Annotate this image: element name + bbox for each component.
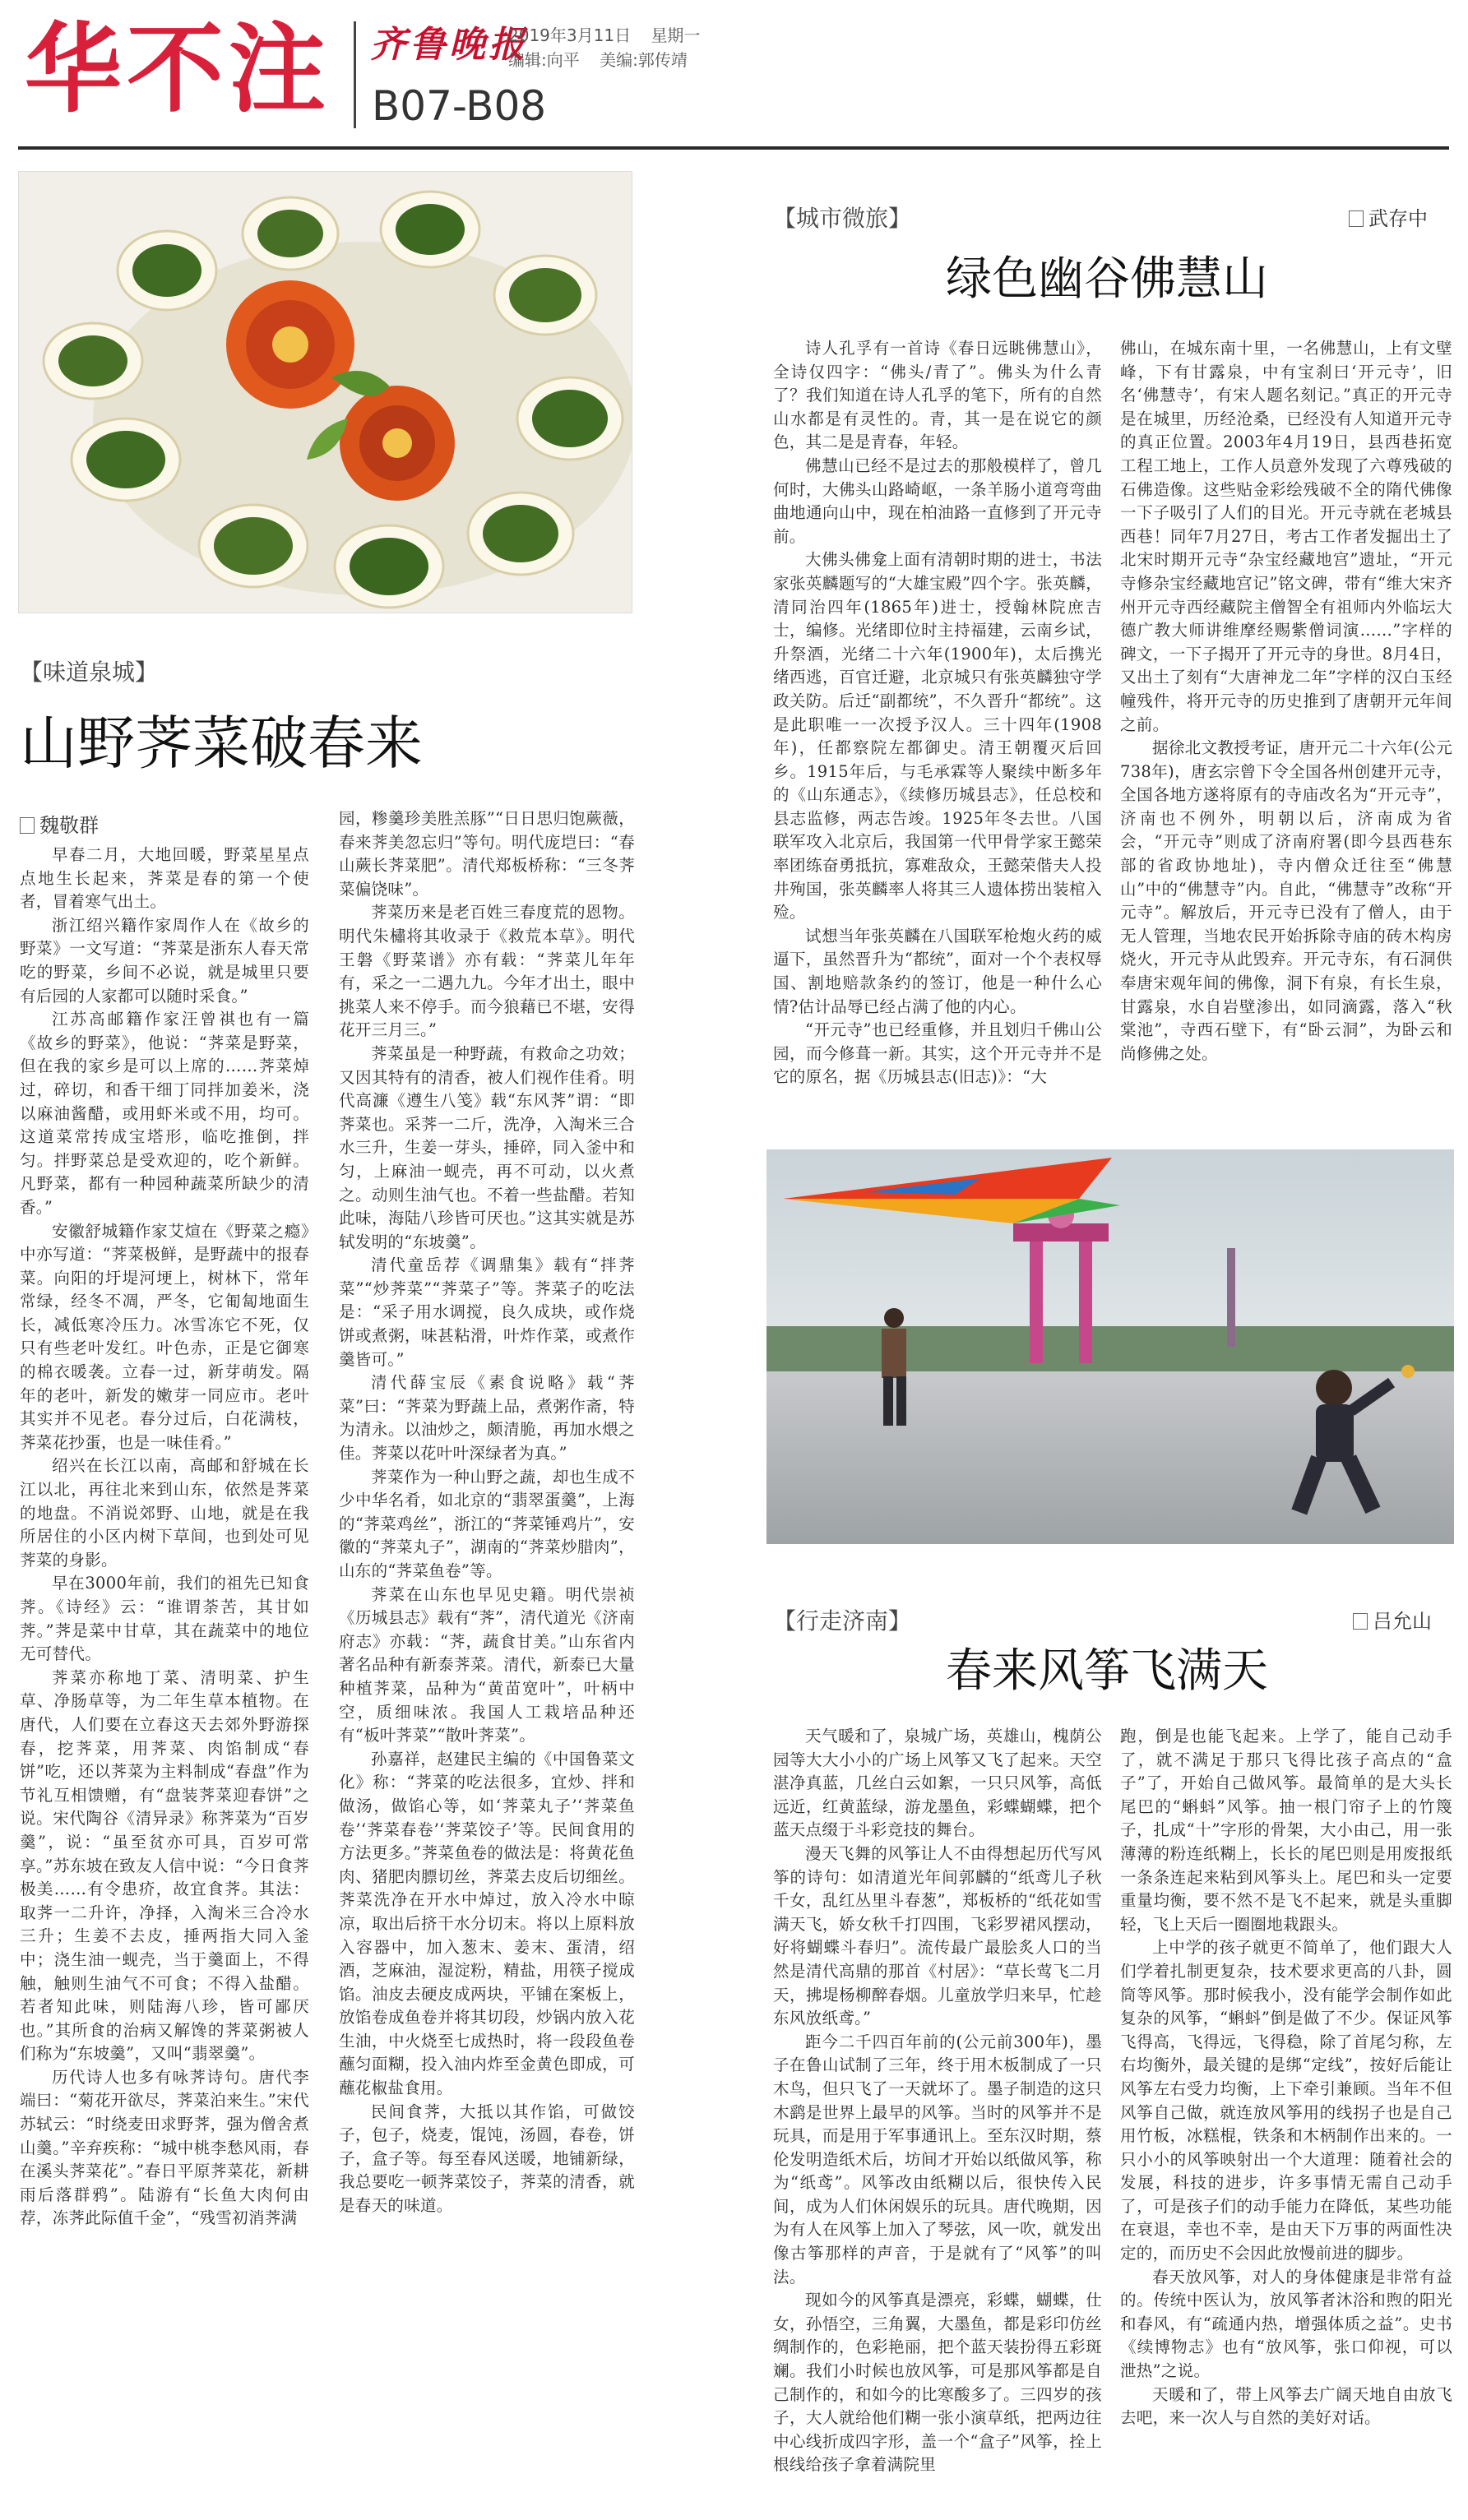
- paragraph: 上中学的孩子就更不简单了，他们跟大人们学着扎制更复杂，技术要求更高的八卦，圆筒等风筝。那时候我小，没有能学会制作如此复杂的风筝，“蝌蚪”倒是做了不少。保证风筝飞得高，飞得远，飞得稳，除了首尾匀称，左右均衡外，最关键的是绑“定线”，按好后能让风筝左右受力均衡，上下牵引兼顾。当年不但风筝自己做，就连放风筝用的线拐子也是自己用竹板，冰糕棍，铁条和木柄制作出来的。一只小小的风筝映射出一个大道理：随着社会的发展，科技的进步，许多事情无需自己动手了，可是孩子们的动手能力在降低，某些功能在衰退，幸也不幸，是由天下万事的两面性决定的，而历史不会因此放慢前进的脚步。: [1120, 1938, 1452, 2263]
- paragraph: 早在3000年前，我们的祖先已知食荠。《诗经》云：“谁谓荼苦，其甘如荠。”荠是菜中甘草，其在蔬菜中的地位无可替代。: [20, 1574, 309, 1664]
- paragraph: 历代诗人也多有咏荠诗句。唐代李端曰：“菊花开欲尽，荠菜泊来生。”宋代苏轼云：“时绕麦田求野荠，强为僧舍煮山羹。”辛弃疾称：“城中桃李愁风雨，春在溪头荠菜花”。”春日平原荠菜花，新耕雨后落群鸦”。陆游有“长鱼大肉何由荐，冻荠此际值千金”，“残雪初消荠满: [20, 2067, 309, 2228]
- section-title: 华不注: [25, 12, 331, 126]
- newspaper-logo: 齐鲁晚报: [370, 24, 528, 66]
- paragraph: 清代童岳荐《调鼎集》载有“拌荠菜”“炒荠菜”“荠菜子”等。荠菜子的吃法是：“采子用水调搅，良久成块，或作烧饼或煮粥，味甚粘滑，叶炸作菜，或煮作羹皆可。”: [339, 1255, 635, 1369]
- paragraph: 民间食荠，大抵以其作馅，可做饺子，包子，烧麦，馄饨，汤圆，春卷，饼子，盒子等。每至春风送暖，地铺新绿，我总要吃一顿荠菜饺子，荠菜的清香，就是春天的味道。: [339, 2102, 635, 2216]
- paragraph: 现如今的风筝真是漂亮，彩蝶，蝴蝶，仕女，孙悟空，三角翼，大墨鱼，都是彩印仿丝绸制作的，色彩艳丽，把个蓝天装扮得五彩斑斓。我们小时候也放风筝，可是那风筝都是自己制作的，和如今的比寒酸多了。三四岁的孩子，大人就给他们糊一张小演草纸，把两边往中心线折成四字形，盖一个“盒子”风筝，拴上根线给孩子拿着满院里: [773, 2291, 1102, 2475]
- article2-column-2: [1120, 337, 1452, 1126]
- paragraph: 佛山，在城东南十里，一名佛慧山，上有文壁峰，下有甘露泉，中有宝刹曰‘开元寺’，旧名‘佛慧寺’，有宋人题名刻记。”真正的开元寺是在城里，历经沧桑，已经没有人知道开元寺的真正位置。2003年4月19日，县西巷拓宽工程工地上，工作人员意外发现了六尊残破的石佛造像。这些贴金彩绘残破不全的隋代佛像一下子吸引了人们的目光。开元寺就在老城县西巷！同年7月27日，考古工作者发掘出土了北宋时期开元寺“杂宝经藏地宫”遗址，“开元寺修杂宝经藏地宫记”铭文碑，带有“维大宋齐州开元寺西经藏院主僧智全有祖师内外临坛大德广教大师讲维摩经赐紫僧词演……”字样的碑文，一下子揭开了开元寺的身世。8月4日，又出土了刻有“大唐神龙二年”字样的汉白玉经幢残件，将开元寺的历史推到了唐朝开元年间之前。: [1120, 339, 1452, 734]
- paragraph: 试想当年张英麟在八国联军枪炮火药的威逼下，虽然晋升为“都统”，面对一个个表权辱国、割地赔款条约的签订，他是一种什么心情?估计品辱已经占满了他的内心。: [773, 926, 1102, 1016]
- article1-column-2: [339, 807, 635, 2501]
- paragraph: 绍兴在长江以南，高邮和舒城在长江以北，再往北来到山东，依然是荠菜的地盘。不消说郊野、山地，就是在我所居住的小区内树下草间，也到处可见荠菜的身影。: [20, 1456, 309, 1570]
- page-numbers: B07-B08: [372, 82, 547, 130]
- header-rule: [18, 146, 1449, 150]
- article3-author: 吕允山: [1353, 1605, 1432, 1634]
- issue-meta: [508, 23, 715, 72]
- article2-author: 武存中: [1349, 202, 1428, 231]
- article1-author: 魏敬群: [20, 809, 99, 838]
- article3-column-1: [773, 1725, 1102, 2506]
- article1-kicker: 【味道泉城】: [20, 659, 159, 686]
- article3-kicker: 【行走济南】: [773, 1607, 912, 1635]
- paragraph: 荠菜作为一种山野之蔬，却也生成不少中华名肴，如北京的“翡翠蛋羹”，上海的“荠菜鸡丝”，浙江的“荠菜锤鸡片”，安徽的“荠菜丸子”，湖南的“荠菜炒腊肉”，山东的“荠菜鱼卷”等。: [339, 1467, 635, 1580]
- paragraph: 据徐北文教授考证，唐开元二十六年(公元738年)，唐玄宗曾下令全国各州创建开元寺，全国各地方遂将原有的寺庙改名为“开元寺”，济南也不例外，明朝以后，济南成为省会，“开元寺”则成了济南府署(即今县西巷东部的省政协地址)，寺内僧众迁往至“佛慧山”中的“佛慧寺”内。自此，“佛慧寺”改称“开元寺”。解放后，开元寺已没有了僧人，由于无人管理，当地农民开始拆除寺庙的砖木构房烧火，开元寺从此毁弃。开元寺东，有石洞供奉唐宋观年间的佛像，洞下有泉，有长生泉，甘露泉，水自岩壁渗出，如同滴露，落入“秋棠池”，寺西石壁下，有“卧云洞”，为卧云和尚修佛之处。: [1120, 738, 1452, 1063]
- article2-title: 绿色幽谷佛慧山: [946, 252, 1268, 306]
- paragraph: 浙江绍兴籍作家周作人在《故乡的野菜》一文写道：“荠菜是浙东人春天常吃的野菜，乡间不必说，就是城里只要有后园的人家都可以随时采食。”: [20, 915, 309, 1006]
- paragraph: 荠菜历来是老百姓三春度荒的恩物。明代朱橚将其收录于《救荒本草》。明代王磐《野菜谱》亦有载：“荠菜儿年年有，采之一二遇九九。今年才出土，眼中挑菜人来不停手。而今狼藉已不堪，安得花开三月三。”: [339, 903, 635, 1040]
- editor-credit: 编辑:向平: [508, 50, 580, 70]
- paragraph: 园，糁羹珍美胜羔豚”“日日思归饱蕨薇，春来荠美忽忘归”等句。明代庞垲曰：“春山蕨长荠菜肥”。清代郑板桥称：“三冬荠菜偏饶味”。: [339, 809, 635, 899]
- masthead-divider: [354, 21, 356, 128]
- kite-flying-square-photo: [766, 1149, 1454, 1544]
- paragraph: “开元寺”也已经重修，并且划归千佛山公园，而今修葺一新。其实，这个开元寺并不是它的原名，据《历城县志(旧志)》：“大: [773, 1020, 1102, 1087]
- article1-title: 山野荠菜破春来: [20, 710, 423, 777]
- paragraph: 大佛头佛龛上面有清朝时期的进士，书法家张英麟题写的“大雄宝殿”四个字。张英麟，清同治四年(1865年)进士，授翰林院庶吉士，编修。光绪即位时主持福建，云南乡试，升祭酒，光绪二十六年(1900年)，太后携光绪西逃，百官迁避，北京城只有张英麟独守学政关防。后迁“副都统”，不久晋升“都统”。这是此职唯一一次授予汉人。三十四年(1908年)，任都察院左都御史。清王朝覆灭后回乡。1915年后，与毛承霖等人聚续中断多年的《山东通志》，《续修历城县志》，任总校和县志监修，两志告竣。1925年冬去世。八国联军攻入北京后，我国第一代甲骨学家王懿荣率团练奋勇抵抗，寡难敌众，王懿荣偕夫人投井殉国，张英麟率人将其三人遗体捞出装棺入殓。: [773, 550, 1102, 922]
- article2-column-1: [773, 337, 1102, 1126]
- kite-illustration: [766, 1149, 1454, 1544]
- shepherds-purse-dish-photo: [18, 171, 632, 613]
- paragraph: 距今二千四百年前的(公元前300年)，墨子在鲁山试制了三年，终于用木板制成了一只木鸟，但只飞了一天就坏了。墨子制造的这只木鹞是世界上最早的风筝。当时的风筝并不是玩具，而是用于军事通讯上。至东汉时期，蔡伦发明造纸术后，坊间才开始以纸做风筝，称为“纸鸢”。风筝改由纸糊以后，很快传入民间，成为人们休闲娱乐的玩具。唐代晚期，因为有人在风筝上加入了琴弦，风一吹，就发出像古筝那样的声音，于是就有了“风筝”的叫法。: [773, 2032, 1102, 2286]
- food-illustration: [19, 172, 632, 613]
- paragraph: 佛慧山已经不是过去的那般模样了，曾几何时，大佛头山路崎岖，一条羊肠小道弯弯曲曲地通向山中，现在柏油路一直修到了开元寺前。: [773, 455, 1102, 546]
- paragraph: 清代薛宝辰《素食说略》载“荠菜”曰：“荠菜为野蔬上品，煮粥作斋，特为清永。以油炒之，颇清脆，再加水煨之佳。荠菜以花叶叶深绿者为真。”: [339, 1373, 635, 1463]
- paragraph: 安徽舒城籍作家艾煊在《野菜之瘾》中亦写道：“荠菜极鲜，是野蔬中的报春菜。向阳的圩堤河埂上，树林下，常年常绿，经冬不凋，严冬，它匍匐地面生长，减低寒冷压力。冰雪冻它不死，仅只有些老叶发红。叶色赤，正是它御寒的棉衣暖袭。立春一过，新芽萌发。隔年的老叶，新发的嫩芽一同应市。老叶其实并不见老。春分过后，白花满枝，荠菜花抄蛋，也是一味佳肴。”: [20, 1221, 309, 1452]
- article3-title: 春来风筝飞满天: [946, 1644, 1268, 1698]
- issue-weekday: 星期一: [651, 25, 701, 45]
- paragraph: 早春二月，大地回暖，野菜星星点点地生长起来，荠菜是春的第一个使者，冒着寒气出土。: [20, 845, 309, 912]
- article1-column-1: [20, 844, 309, 2500]
- issue-date: 2019年3月11日: [508, 25, 632, 45]
- paragraph: 跑，倒是也能飞起来。上学了，能自己动手了，就不满足于那只飞得比孩子高点的“盒子”了，开始自己做风筝。最简单的是大头长尾巴的“蝌蚪”风筝。抽一根门帘子上的竹篾子，扎成“十”字形的骨架，大小由己，用一张薄薄的粉连纸糊上，长长的尾巴则是用废报纸一条条连起来粘到风筝头上。尾巴和头一定要重量均衡，要不然不是飞不起来，就是头重脚轻，飞上天后一圈圈地栽跟头。: [1120, 1727, 1452, 1934]
- paragraph: 荠菜虽是一种野蔬，有救命之功效；又因其特有的清香，被人们视作佳肴。明代高濂《遵生八笺》载“东风荠”谓：“即荠菜也。采荠一二斤，洗净，入淘米三合水三升，生姜一芽头，捶碎，同入釜中和匀，上麻油一蚬壳，再不可动，以火煮之。动则生油气也。不着一些盐醋。若知此味，海陆八珍皆可厌也。”这其实就是苏轼发明的“东坡羹”。: [339, 1043, 635, 1251]
- paragraph: 天暖和了，带上风筝去广阔天地自由放飞去吧，来一次人与自然的美好对话。: [1120, 2384, 1452, 2428]
- designer-credit: 美编:郭传靖: [600, 50, 688, 70]
- paragraph: 春天放风筝，对人的身体健康是非常有益的。传统中医认为，放风筝者沐浴和煦的阳光和春风，有“疏通内热，增强体质之益”。史书《续博物志》也有“放风筝，张口仰视，可以泄热”之说。: [1120, 2267, 1452, 2381]
- paragraph: 荠菜亦称地丁菜、清明菜、护生草、净肠草等，为二年生草本植物。在唐代，人们要在立春这天去郊外野游探春，挖荠菜，用荠菜、肉馅制成“春饼”吃，还以荠菜为主料制成“春盘”作为节礼互相馈赠，有“盘装荠菜迎春饼”之说。宋代陶谷《清异录》称荠菜为“百岁羹”，说：“虽至贫亦可具，百岁可常享。”苏东坡在致友人信中说：“今日食荠极美……有令患疥，故宜食荠。其法：取荠一二升许，净择，入淘米三合冷水三升；生姜不去皮，捶两指大同入釜中；浇生油一蚬壳，当于羹面上，不得触，触则生油气不可食；不得入盐醋。若者知此味，则陆海八珍，皆可鄙厌也。”其所食的治病又解馋的荠菜粥被人们称为“东坡羹”，又叫“翡翠羹”。: [20, 1667, 309, 2064]
- article2-kicker: 【城市微旅】: [773, 205, 912, 232]
- paragraph: 孙嘉祥，赵建民主编的《中国鲁菜文化》称：“荠菜的吃法很多，宜炒、拌和做汤，做馅心等，如‘荠菜丸子’‘荠菜鱼卷’‘荠菜春卷’‘荠菜饺子’等。民间食用的方法更多。”荠菜鱼卷的做法是：将黄花鱼肉、猪肥肉膘切丝，荠菜去皮后切细丝。荠菜洗净在开水中焯过，放入冷水中晾凉，取出后挤干水分切末。将以上原料放入容器中，加入葱末、姜末、蛋清，绍酒，芝麻油，湿淀粉，精盐，用筷子搅成馅。油皮去硬皮成两块，平铺在案板上，放馅卷成鱼卷并将其切段，炒锅内放入花生油，中火烧至七成热时，将一段段鱼卷蘸匀面糊，投入油内炸至金黄色即成，可蘸花椒盐食用。: [339, 1749, 635, 2098]
- paragraph: 江苏高邮籍作家汪曾祺也有一篇《故乡的野菜》，他说：“荠菜是野菜，但在我的家乡是可以上席的……荠菜焯过，碎切，和香干细丁同拌加姜米，浇以麻油酱醋，或用虾米或不用，均可。这道菜常抟成宝塔形，临吃推倒，拌匀。拌野菜总是受欢迎的，吃个新鲜。凡野菜，都有一种园种蔬菜所缺少的清香。”: [20, 1010, 309, 1217]
- paragraph: 荠菜在山东也早见史籍。明代崇祯《历城县志》载有“荠”，清代道光《济南府志》亦载：“荠，蔬食甘美。”山东省内著名品种有新泰荠菜。清代，新泰已大量种植荠菜，品种为“黄苗宽叶”，叶柄中空，质细味浓。我国人工栽培品种还有“板叶荠菜”“散叶荠菜”。: [339, 1584, 635, 1746]
- paragraph: 诗人孔孚有一首诗《春日远眺佛慧山》，全诗仅四字：“佛头/青了”。佛头为什么青了？我们知道在诗人孔孚的笔下，所有的自然山水都是有灵性的。青，其一是在说它的颜色，其二是是青春，年轻。: [773, 339, 1102, 452]
- article3-column-2: [1120, 1725, 1452, 2506]
- paragraph: 漫天飞舞的风筝让人不由得想起历代写风筝的诗句：如清道光年间郭麟的“纸鸢儿子秋千女，乱红丛里斗春葱”，郑板桥的“纸花如雪满天飞，娇女秋千打四围，飞彩罗裙风摆动，好将蝴蝶斗春归”。流传最广最脍炙人口的当然是清代高鼎的那首《村居》：“草长莺飞二月天，拂堤杨柳醉春烟。儿童放学归来早，忙趁东风放纸鸢。”: [773, 1843, 1102, 2028]
- paragraph: 天气暖和了，泉城广场，英雄山，槐荫公园等大大小小的广场上风筝又飞了起来。天空湛净真蓝，几丝白云如絮，一只只风筝，高低远近，红黄蓝绿，游龙墨鱼，彩蝶蝴蝶，把个蓝天点缀于斗彩竞技的舞台。: [773, 1727, 1102, 1840]
